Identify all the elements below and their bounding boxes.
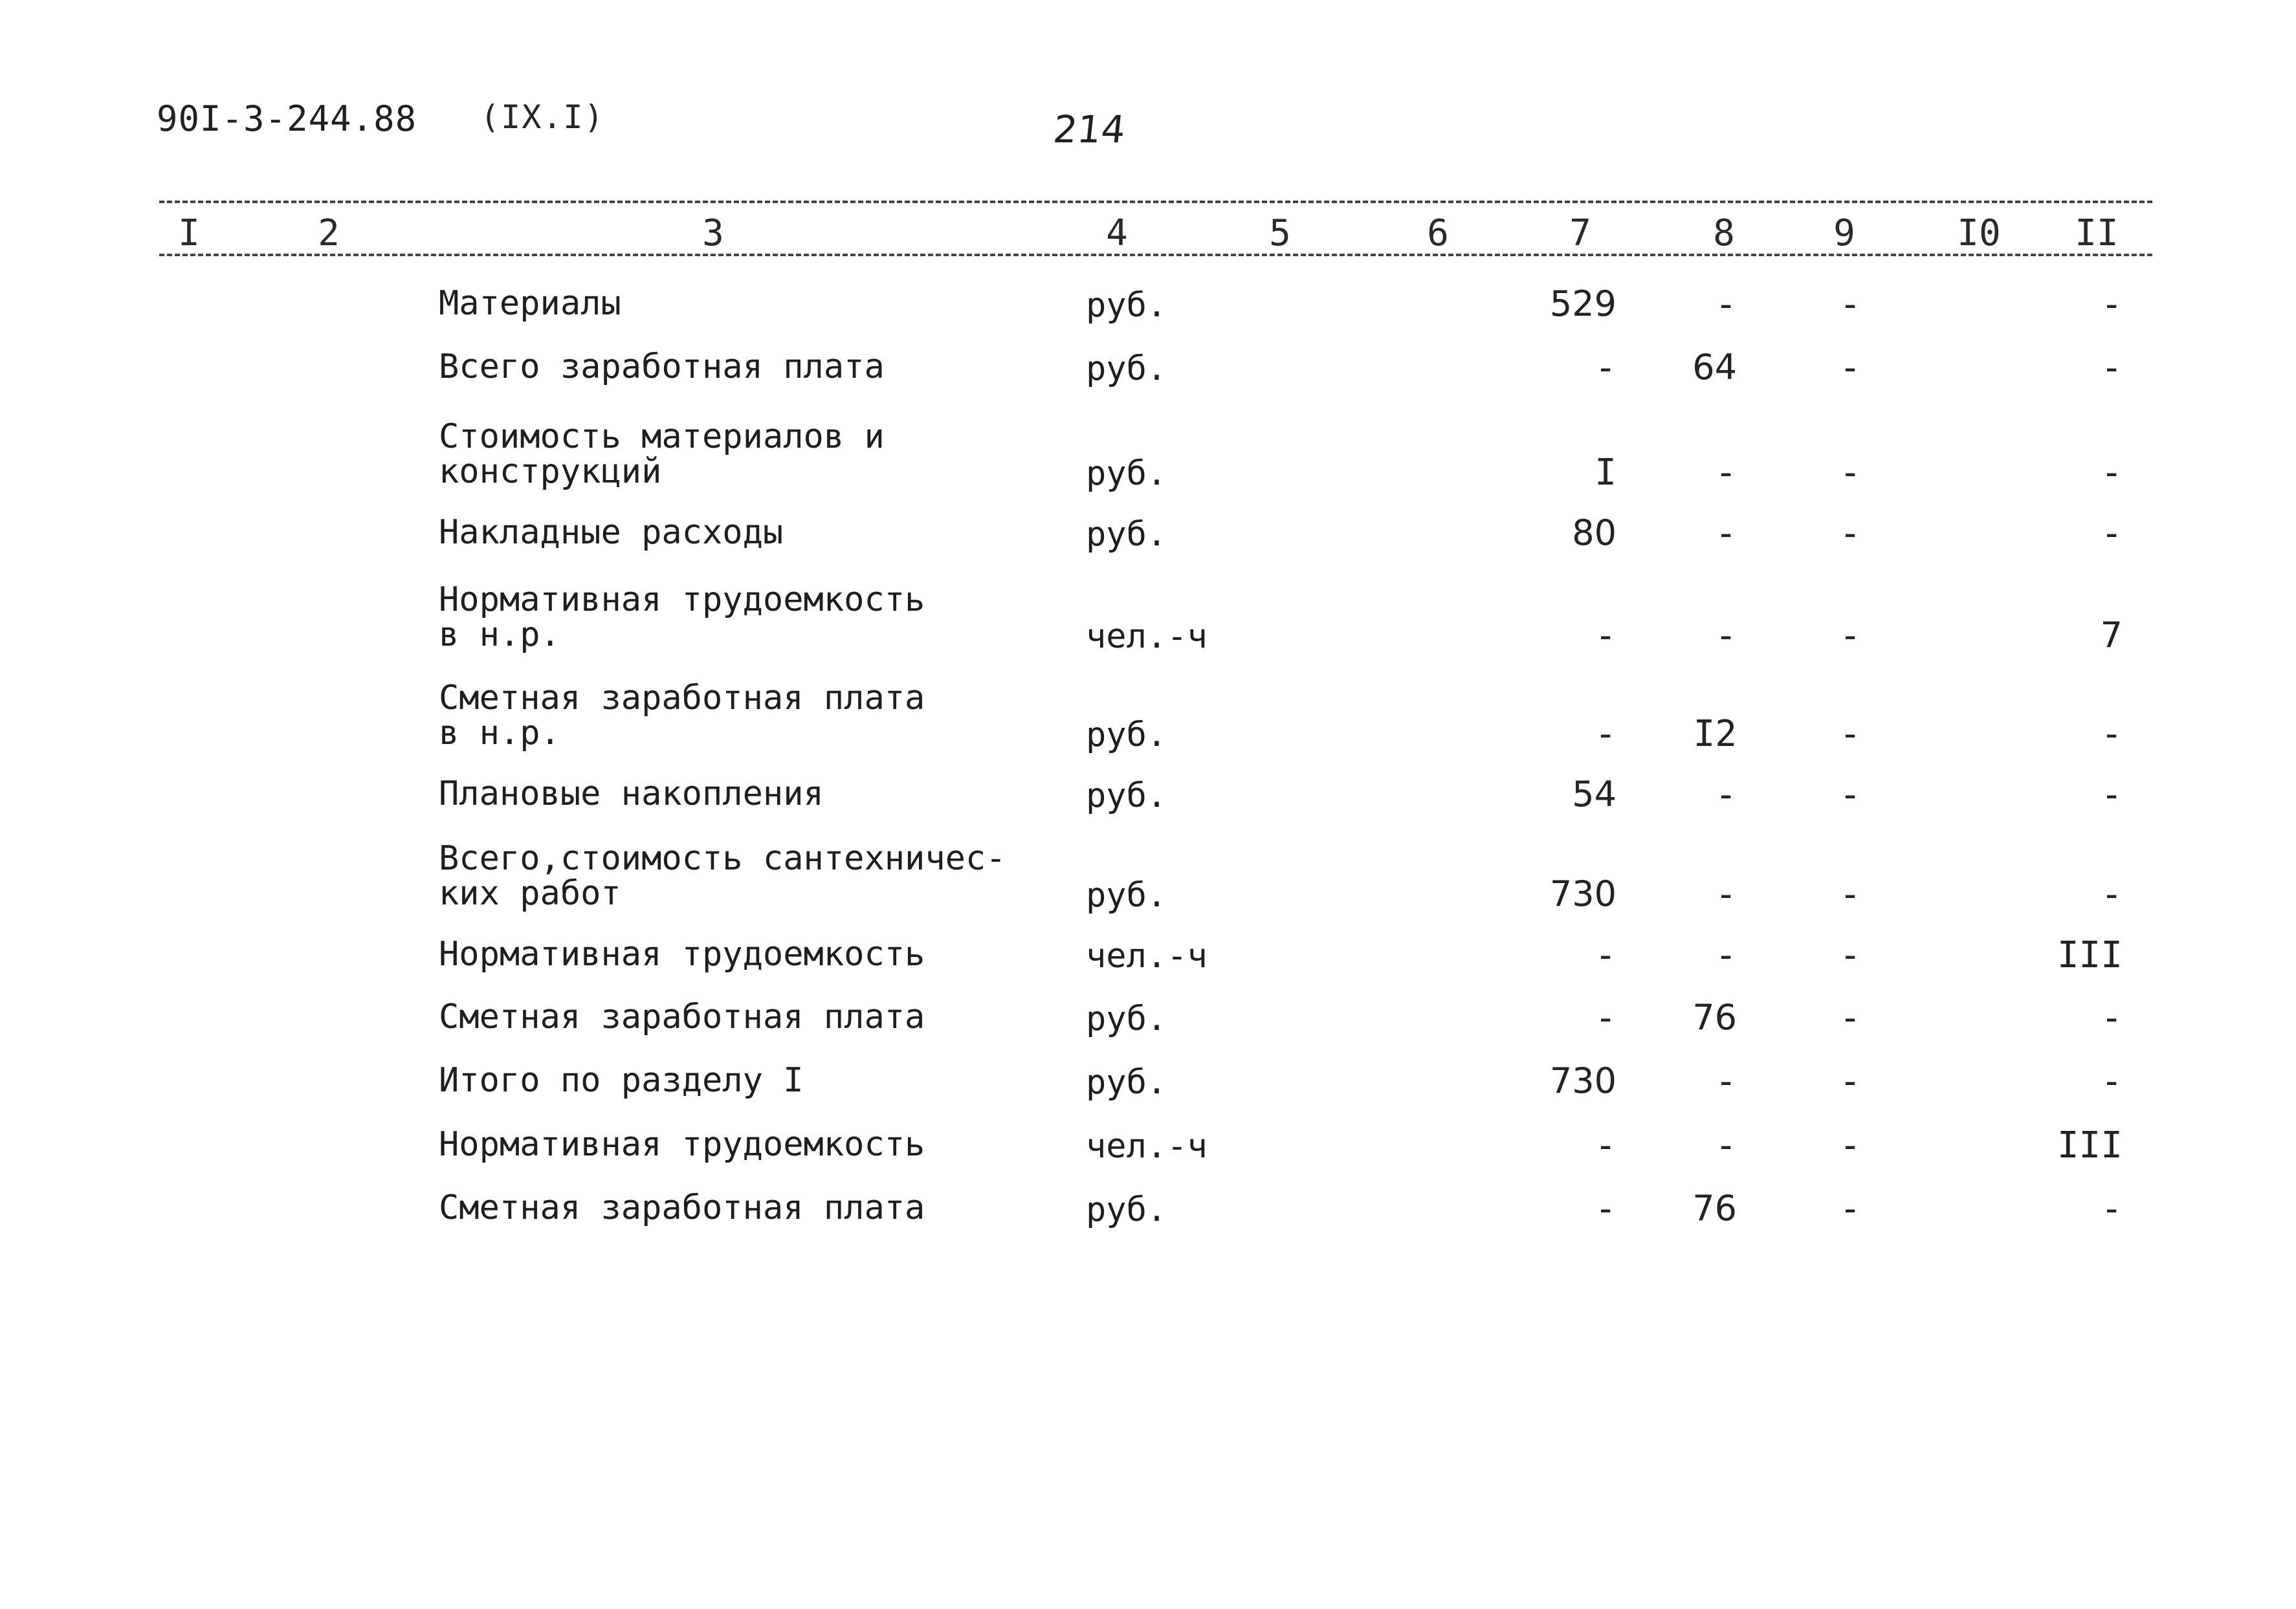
row-label-line: в н.р. (439, 714, 560, 752)
row-label-line: Всего,стоимость сантехничес- (439, 839, 1006, 878)
row-label (439, 582, 925, 652)
cell-col-8: 76 (1692, 1188, 1737, 1229)
row-label (439, 1000, 925, 1034)
row-unit: руб. (1086, 1000, 1167, 1038)
cell-col-11: - (2101, 713, 2123, 755)
row-unit: руб. (1086, 716, 1167, 754)
cell-col-8: - (1715, 1060, 1737, 1102)
cell-col-7: - (1595, 1124, 1617, 1166)
row-unit: чел.-ч (1086, 617, 1208, 656)
cell-col-7: 54 (1572, 774, 1617, 815)
cell-col-11: 7 (2100, 615, 2123, 655)
section-reference: (IX.I) (480, 98, 605, 136)
cell-col-8: - (1715, 283, 1737, 325)
row-label-line: конструкций (439, 452, 662, 491)
row-label-line: Нормативная трудоемкость (439, 1125, 925, 1164)
cell-col-11: III (2057, 1124, 2123, 1166)
row-label (439, 1063, 804, 1098)
cell-col-9: - (1839, 873, 1861, 915)
cell-col-11: - (2101, 452, 2123, 494)
cell-col-7: - (1595, 347, 1617, 389)
cell-col-9: - (1839, 1124, 1861, 1166)
cell-col-7: - (1595, 934, 1617, 976)
row-label (439, 419, 885, 489)
column-header-6: 6 (1427, 212, 1449, 254)
row-label (439, 937, 925, 972)
cell-col-8: - (1715, 774, 1737, 816)
cell-col-7: I (1595, 452, 1617, 494)
row-unit: руб. (1086, 454, 1167, 493)
cell-col-9: - (1839, 347, 1861, 389)
cell-col-9: - (1839, 1060, 1861, 1102)
cell-col-9: - (1839, 774, 1861, 816)
column-header-11: II (2075, 212, 2119, 254)
cell-col-8: - (1715, 934, 1737, 976)
row-label-line: Накладные расходы (439, 513, 784, 552)
cell-col-11: - (2101, 512, 2123, 554)
cell-col-7: 730 (1549, 873, 1617, 914)
column-header-4: 4 (1106, 212, 1128, 254)
cell-col-9: - (1839, 997, 1861, 1039)
cell-col-11: III (2057, 934, 2123, 976)
row-unit: руб. (1086, 876, 1167, 915)
cell-col-9: - (1839, 1188, 1861, 1230)
row-label (439, 776, 824, 811)
cell-col-8: - (1715, 1124, 1737, 1166)
cell-col-11: - (2101, 873, 2123, 915)
cell-col-11: - (2101, 283, 2123, 325)
row-unit: руб. (1086, 1063, 1167, 1102)
row-label-line: Нормативная трудоемкость (439, 580, 925, 619)
cell-col-8: - (1715, 873, 1737, 915)
cell-col-7: - (1595, 713, 1617, 755)
row-label (439, 1127, 925, 1162)
cell-col-7: 529 (1549, 283, 1617, 324)
page-number: 214 (1051, 107, 1128, 151)
header-rule-top (159, 201, 2152, 203)
column-header-9: 9 (1833, 212, 1855, 254)
cell-col-7: - (1595, 615, 1617, 657)
cell-col-8: 64 (1692, 347, 1737, 388)
row-unit: чел.-ч (1086, 1127, 1208, 1166)
row-label-line: Стоимость материалов и (439, 417, 885, 456)
cell-col-11: - (2101, 774, 2123, 816)
row-unit: руб. (1086, 515, 1167, 554)
row-label (439, 841, 1006, 911)
cell-col-8: I2 (1693, 713, 1737, 755)
cell-col-8: - (1715, 512, 1737, 554)
cell-col-7: - (1595, 997, 1617, 1039)
column-header-8: 8 (1713, 212, 1735, 254)
cell-col-9: - (1839, 713, 1861, 755)
column-header-10: I0 (1957, 212, 2001, 254)
row-label-line: в н.р. (439, 615, 560, 654)
row-label (439, 349, 885, 384)
row-label-line: Сметная заработная плата (439, 998, 925, 1036)
row-label (439, 681, 925, 750)
cell-col-11: - (2101, 1188, 2123, 1230)
row-label-line: ких работ (439, 874, 621, 913)
row-label-line: Сметная заработная плата (439, 679, 925, 717)
column-header-7: 7 (1569, 212, 1591, 254)
cell-col-9: - (1839, 452, 1861, 494)
cell-col-11: - (2101, 347, 2123, 389)
column-header-2: 2 (318, 212, 340, 254)
column-header-3: 3 (702, 212, 724, 254)
row-label-line: Итого по разделу I (439, 1061, 804, 1100)
cell-col-11: - (2101, 997, 2123, 1039)
cell-col-8: - (1715, 452, 1737, 494)
row-label-line: Плановые накопления (439, 774, 824, 813)
row-label-line: Всего заработная плата (439, 347, 885, 386)
row-unit: руб. (1086, 776, 1167, 815)
cell-col-11: - (2101, 1060, 2123, 1102)
row-label (439, 1190, 925, 1225)
cell-col-9: - (1839, 615, 1861, 657)
row-label-line: Сметная заработная плата (439, 1188, 925, 1227)
cell-col-7: 80 (1572, 512, 1617, 553)
row-label (439, 515, 783, 550)
cell-col-7: - (1595, 1188, 1617, 1230)
row-label-line: Материалы (439, 284, 621, 323)
cell-col-9: - (1839, 934, 1861, 976)
row-unit: руб. (1086, 286, 1167, 325)
cell-col-8: - (1715, 615, 1737, 657)
row-label-line: Нормативная трудоемкость (439, 935, 925, 974)
cell-col-7: 730 (1549, 1060, 1617, 1101)
row-unit: чел.-ч (1086, 937, 1208, 976)
cell-col-8: 76 (1692, 997, 1737, 1038)
row-unit: руб. (1086, 349, 1167, 388)
column-header-5: 5 (1269, 212, 1291, 254)
row-unit: руб. (1086, 1190, 1167, 1229)
document-code: 90I-3-244.88 (157, 98, 417, 139)
row-label (439, 286, 621, 321)
cell-col-9: - (1839, 512, 1861, 554)
column-header-1: I (178, 212, 200, 254)
cell-col-9: - (1839, 283, 1861, 325)
